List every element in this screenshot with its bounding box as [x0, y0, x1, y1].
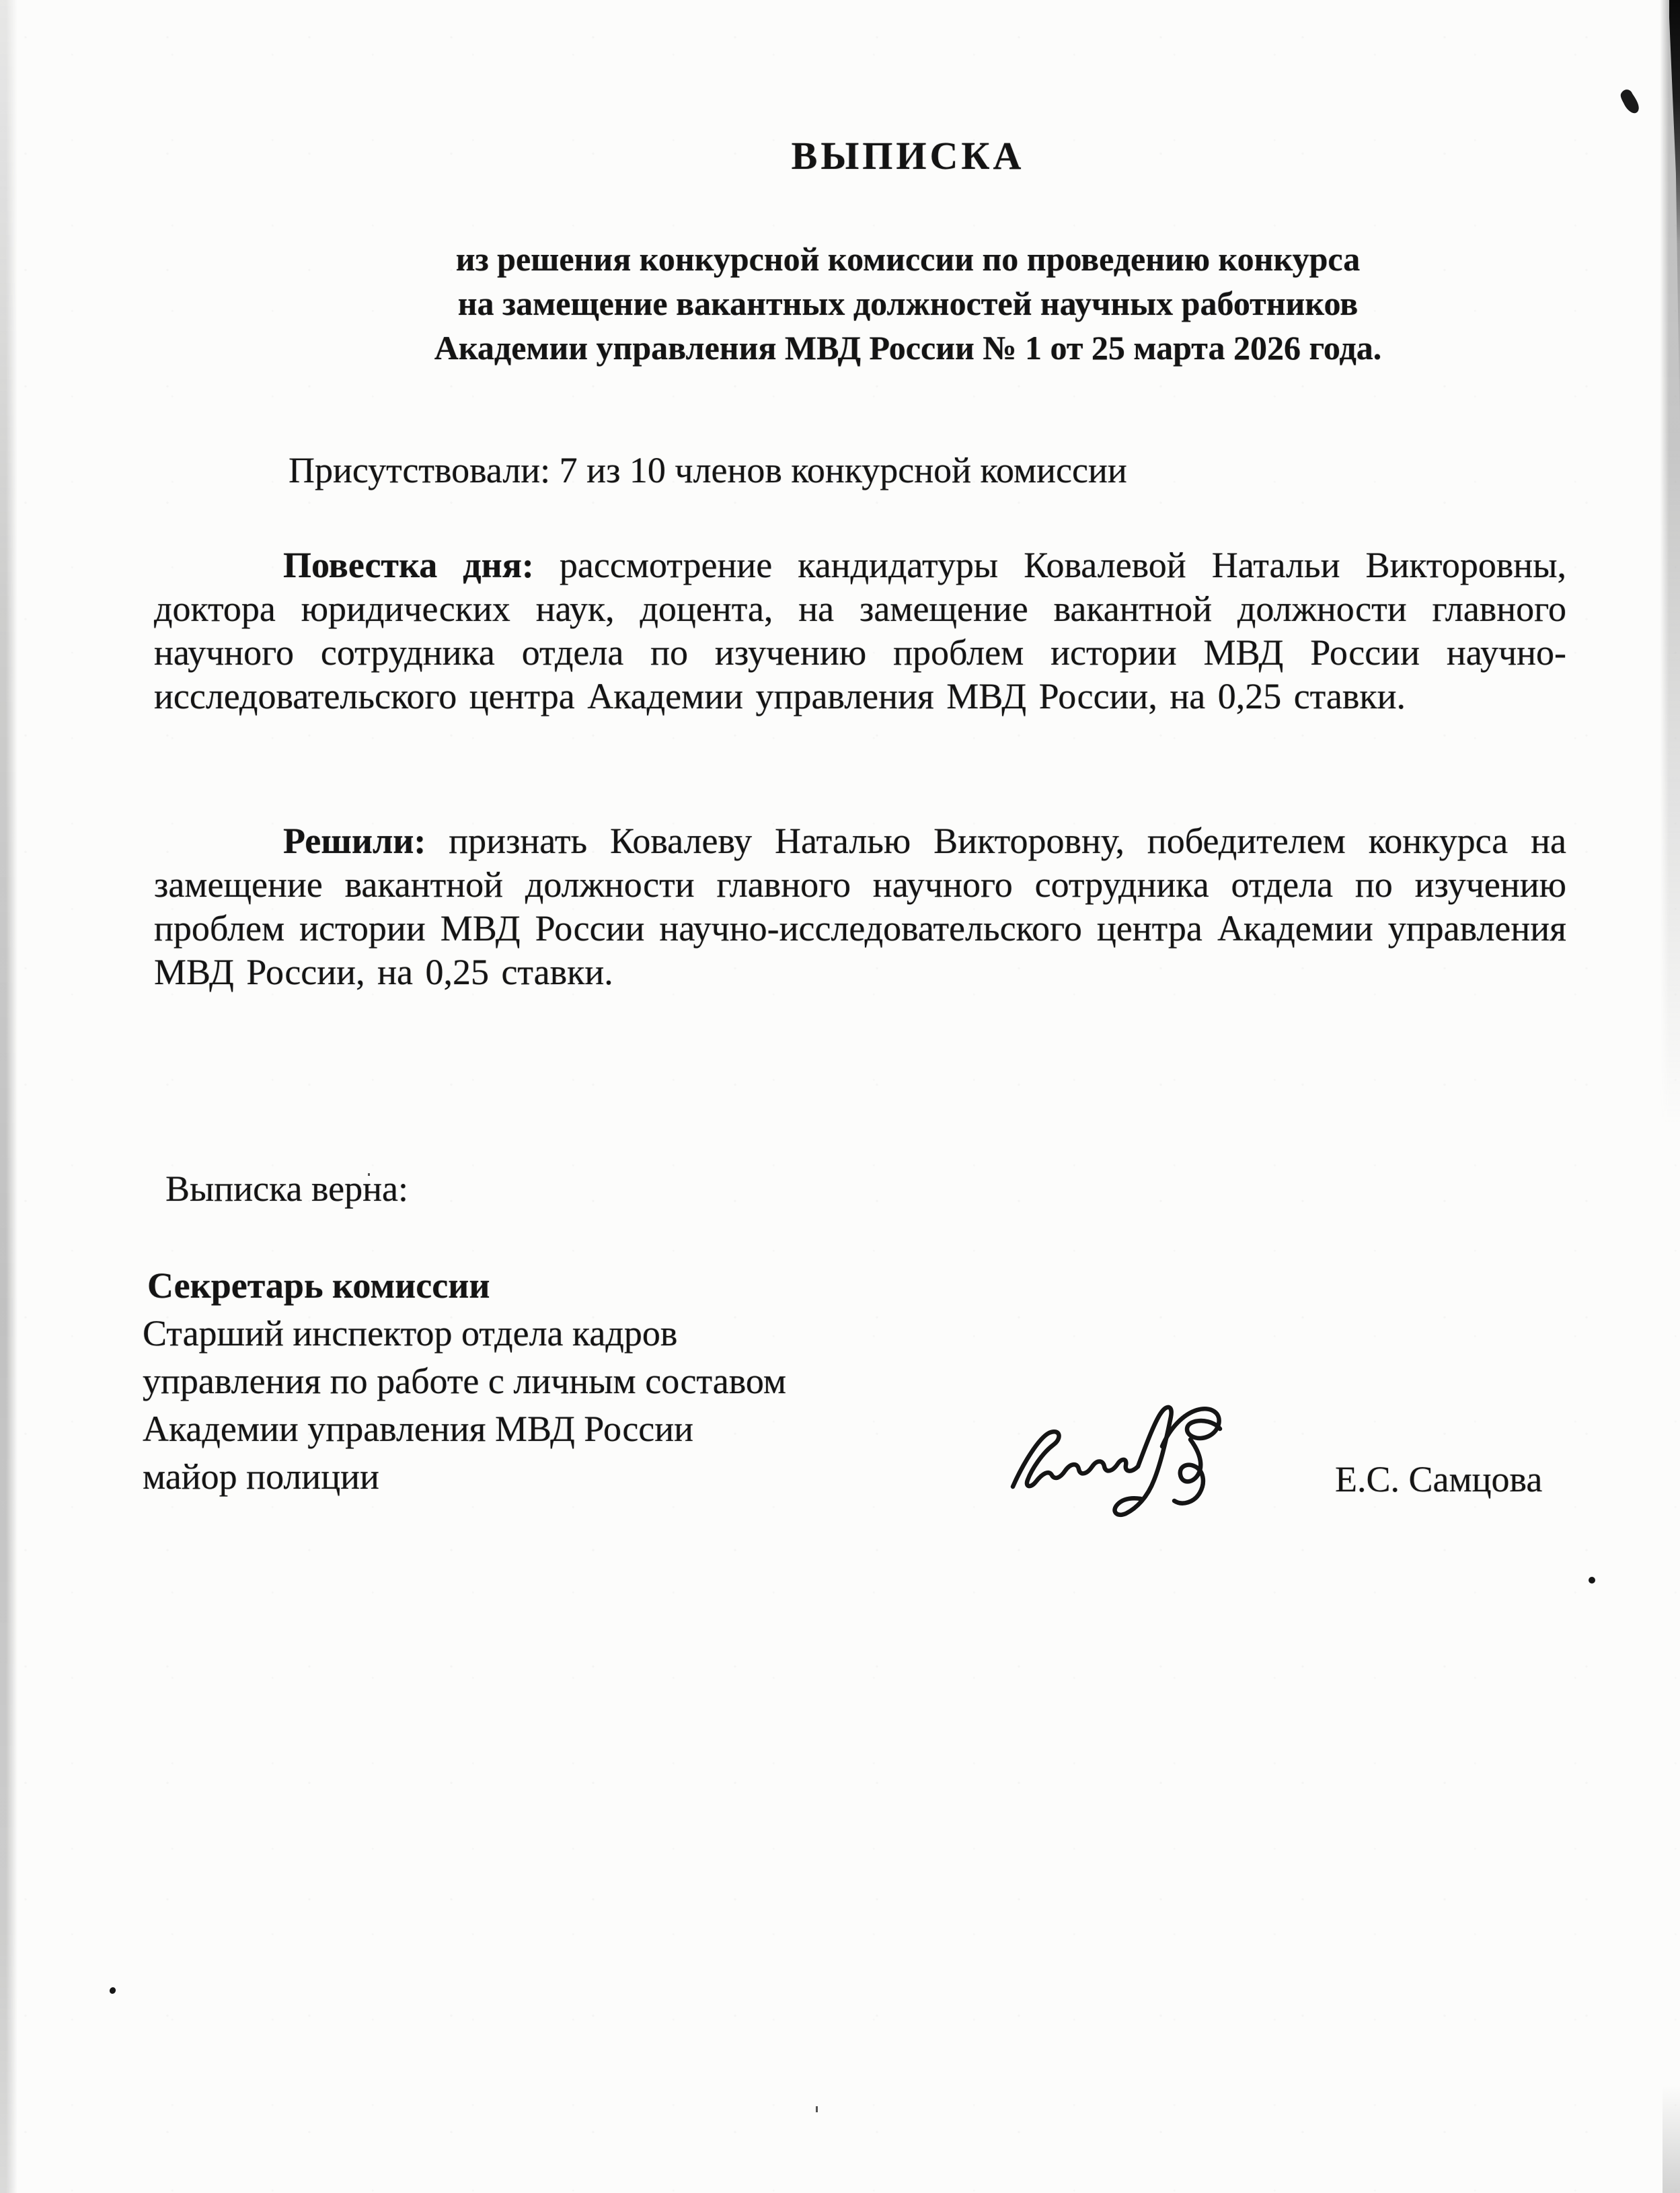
paper-speck — [816, 2106, 818, 2112]
attendance-line: Присутствовали: 7 из 10 членов конкурсной комиссии — [289, 450, 1127, 490]
decision-paragraph — [154, 819, 1566, 994]
scan-edge-left — [0, 0, 17, 2193]
document-subtitle — [202, 237, 1614, 370]
signatory-role-line: управления по работе с личным составом — [143, 1361, 786, 1401]
certification-line: Выписка верна: — [165, 1168, 408, 1209]
signatory-block — [143, 1262, 786, 1501]
document-title: ВЫПИСКА — [791, 134, 1025, 178]
agenda-label: Повестка дня: — [283, 545, 534, 585]
signatory-name: Е.С. Самцова — [1335, 1459, 1543, 1499]
subtitle-line: на замещение вакантных должностей научных работников — [457, 285, 1359, 322]
subtitle-line: из решения конкурсной комиссии по проведению конкурса — [455, 240, 1361, 278]
agenda-text: рассмотрение кандидатуры Ковалевой Натальи Викторовны, доктора юридических наук, доцента, на замещение вакантной должности главного научного сотрудника отдела по изучению проблем истории МВД России научно-исследовательского центра Академии управления МВД России, на 0,25 ставки. — [154, 545, 1566, 716]
agenda-paragraph — [154, 544, 1566, 718]
subtitle-line: Академии управления МВД России № 1 от 25 марта 2026 года. — [434, 329, 1382, 367]
signature-scribble — [989, 1366, 1258, 1547]
signatory-role-line: Академии управления МВД России — [143, 1409, 694, 1449]
ink-dot — [108, 1986, 116, 1995]
scan-edge-bottom-right — [1663, 2085, 1680, 2193]
signatory-role-line: майор полиции — [143, 1456, 379, 1497]
signatory-title: Секретарь комиссии — [147, 1265, 490, 1306]
ink-dot — [1589, 1577, 1595, 1584]
decision-label: Решили: — [283, 821, 426, 861]
decision-text: признать Ковалеву Наталью Викторовну, победителем конкурса на замещение вакантной должности главного научного сотрудника отдела по изучению проблем истории МВД России научно-исследовательского центра Академии управления МВД России, на 0,25 ставки. — [154, 821, 1566, 992]
signatory-role-line: Старший инспектор отдела кадров — [143, 1313, 678, 1353]
ink-mark — [1614, 86, 1646, 118]
